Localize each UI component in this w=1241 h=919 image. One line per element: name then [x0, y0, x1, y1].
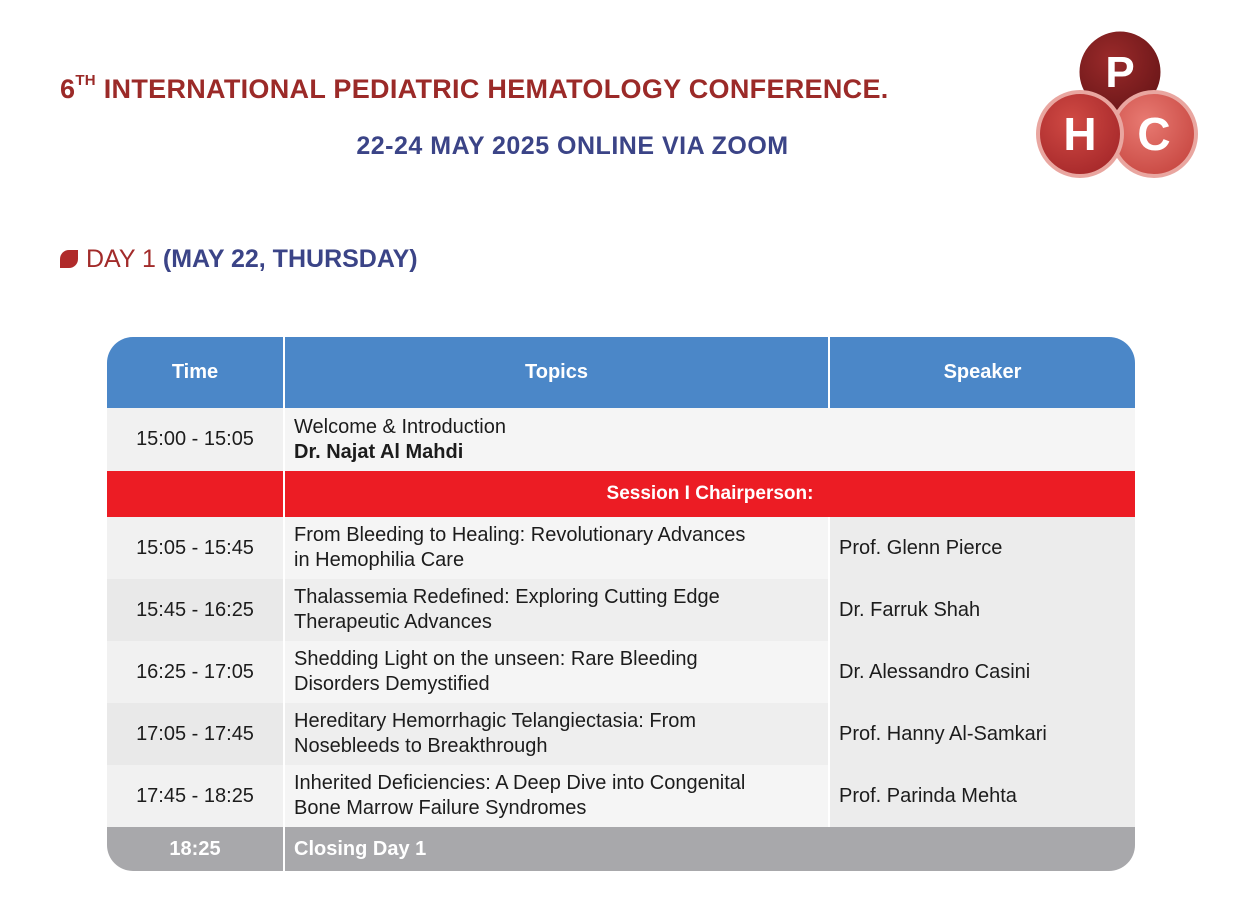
day-date: (MAY 22, THURSDAY): [162, 245, 418, 273]
row-time: 15:45 - 16:25: [107, 579, 285, 641]
row-topic: Thalassemia Redefined: Exploring Cutting Edge Therapeutic Advances: [285, 579, 830, 641]
closing-row: [107, 827, 1135, 871]
row-topic: Hereditary Hemorrhagic Telangiectasia: From Nosebleeds to Breakthrough: [285, 703, 830, 765]
day-label: DAY 1: [86, 245, 163, 273]
session-time-cell: [107, 471, 285, 517]
table-row: [107, 703, 1135, 767]
closing-time: 18:25: [107, 827, 285, 871]
logo-letter-c: C: [1137, 108, 1171, 160]
row-time: 17:45 - 18:25: [107, 765, 285, 827]
row-time: 16:25 - 17:05: [107, 641, 285, 703]
conference-title: 6TH INTERNATIONAL PEDIATRIC HEMATOLOGY CONFERENCE.: [60, 72, 889, 104]
row-speaker: Dr. Farruk Shah: [830, 579, 1135, 641]
welcome-topic: [285, 408, 1135, 471]
title-ordinal-suffix: TH: [75, 72, 96, 89]
phc-logo: [1032, 26, 1202, 186]
row-speaker: Prof. Hanny Al-Samkari: [830, 703, 1135, 765]
row-speaker: Dr. Alessandro Casini: [830, 641, 1135, 703]
header-time: Time: [107, 337, 285, 408]
table-row-welcome: [107, 408, 1135, 471]
table-row: [107, 641, 1135, 705]
welcome-speaker: Dr. Najat Al Mahdi: [294, 440, 464, 463]
table-row: [107, 765, 1135, 827]
row-time: 15:05 - 15:45: [107, 517, 285, 579]
row-speaker: Prof. Glenn Pierce: [830, 517, 1135, 579]
row-speaker: Prof. Parinda Mehta: [830, 765, 1135, 827]
row-time: 17:05 - 17:45: [107, 703, 285, 765]
welcome-time: 15:00 - 15:05: [107, 408, 285, 471]
day-heading: [60, 245, 418, 274]
table-row: [107, 517, 1135, 581]
table-row: [107, 579, 1135, 643]
row-topic: Shedding Light on the unseen: Rare Bleeding Disorders Demystified: [285, 641, 830, 703]
schedule-table: [107, 337, 1135, 871]
header-speaker: Speaker: [943, 361, 1022, 383]
logo-letter-p: P: [1105, 48, 1135, 97]
session-row: [107, 471, 1135, 517]
session-label: Session I Chairperson:: [606, 483, 814, 504]
row-topic: Inherited Deficiencies: A Deep Dive into Congenital Bone Marrow Failure Syndromes: [285, 765, 830, 827]
welcome-topic-title: Welcome & Introduction: [294, 415, 506, 438]
table-header: [107, 337, 1135, 408]
logo-letter-h: H: [1063, 108, 1097, 160]
conference-subtitle: 22-24 MAY 2025 ONLINE VIA ZOOM: [356, 132, 789, 160]
row-topic: From Bleeding to Healing: Revolutionary Advances in Hemophilia Care: [285, 517, 830, 579]
leaf-bullet-icon: [60, 250, 78, 268]
header-topics: Topics: [285, 337, 830, 408]
closing-label: Closing Day 1: [294, 837, 427, 860]
